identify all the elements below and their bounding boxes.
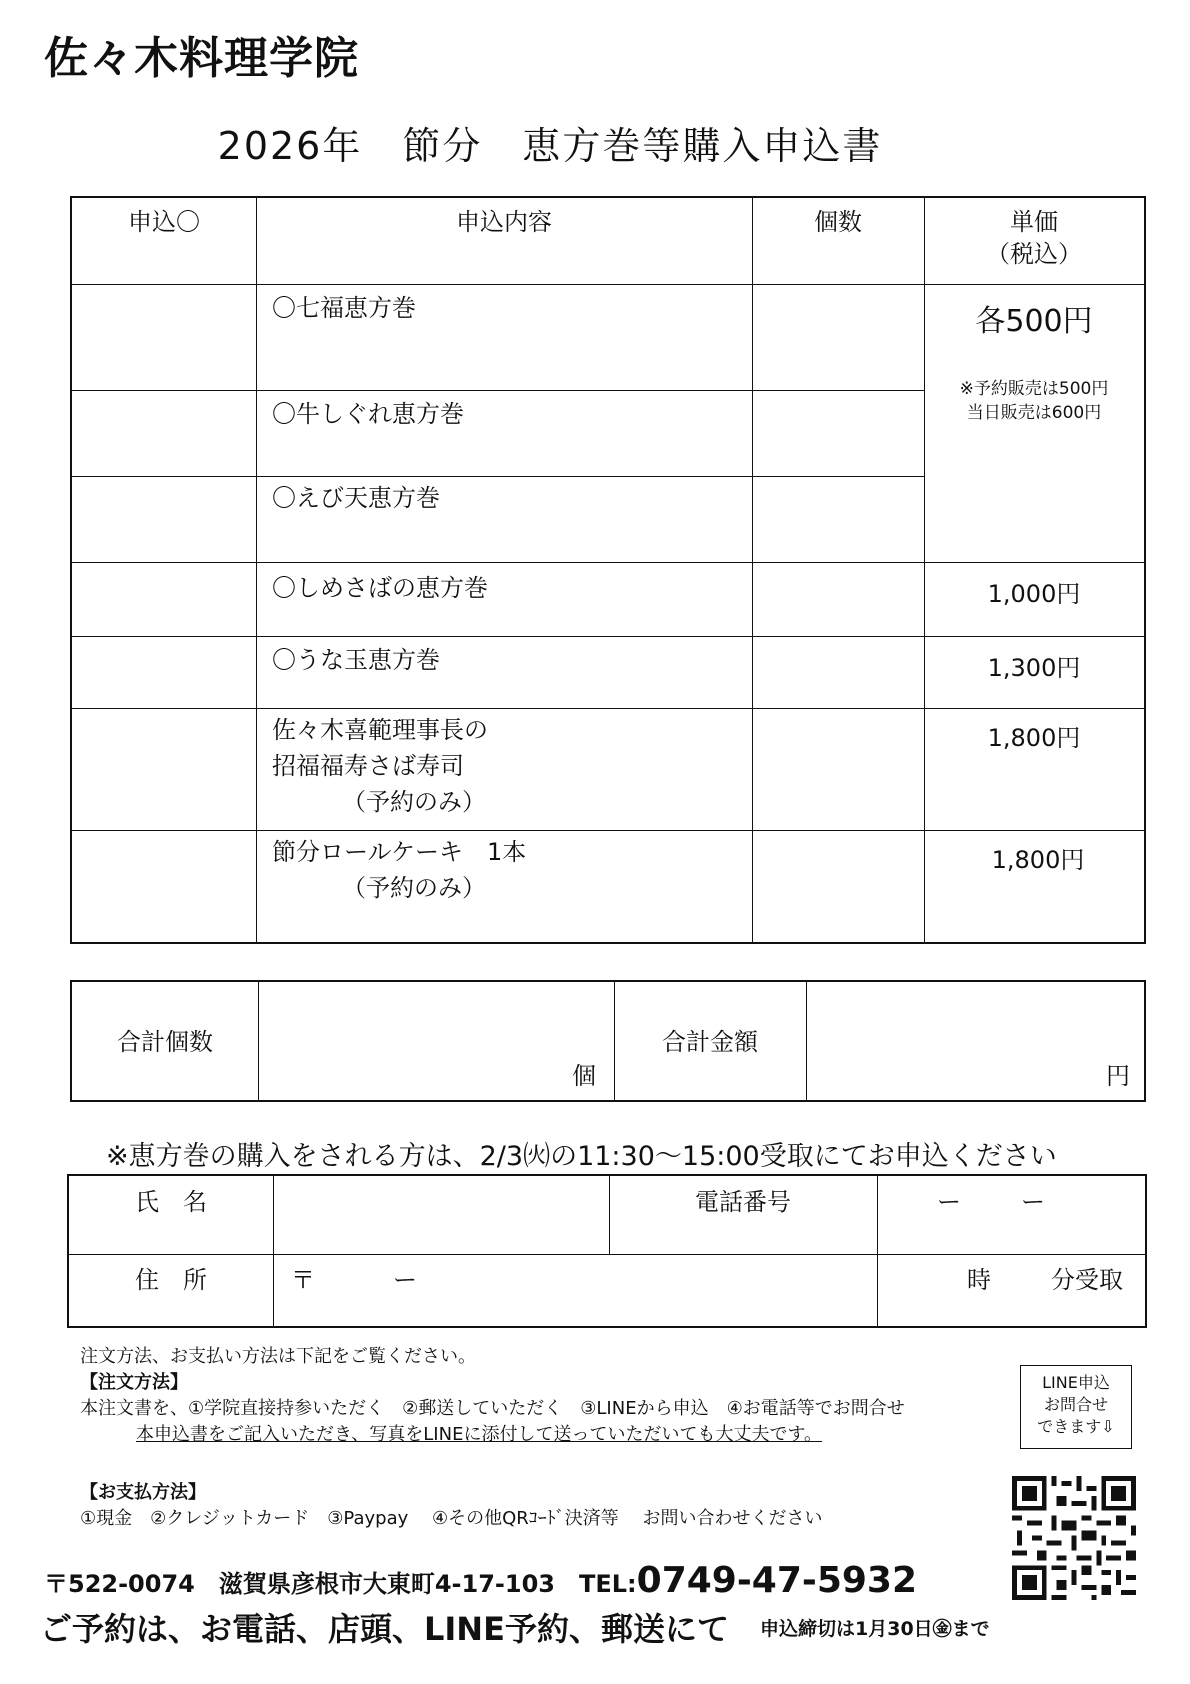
item-name-5: 〇うな玉恵方巻 xyxy=(272,646,440,674)
col-header-qty: 個数 xyxy=(814,208,862,236)
shared-price-note-2: 当日販売は600円 xyxy=(966,403,1102,423)
name-label: 氏 名 xyxy=(135,1188,207,1216)
footer-reservation: ご予約は、お電話、店頭、LINE予約、郵送にて xyxy=(40,1610,729,1648)
totals-table xyxy=(70,980,1146,1102)
footer-tel[interactable]: 0749-47-5932 xyxy=(636,1560,918,1601)
line-contact-box xyxy=(1020,1365,1132,1449)
line-box-text-2: お問合せ xyxy=(1043,1395,1108,1414)
qty-cell-item-2[interactable] xyxy=(754,392,924,476)
payment-methods: ①現金 ②クレジットカード ③Paypay ④その他QRｺｰﾄﾞ決済等 お問い合わせください xyxy=(80,1508,823,1529)
line-box-text-3: できます⇩ xyxy=(1037,1417,1115,1436)
phone-field[interactable]: ー ー xyxy=(937,1188,1063,1216)
address-field[interactable]: 〒 ー xyxy=(291,1266,427,1294)
order-note: 本申込書をご記入いただき、写真をLINEに添付して送っていただいても大丈夫です。 xyxy=(136,1424,823,1445)
col-header-apply: 申込〇 xyxy=(128,208,200,236)
qty-cell-item-6[interactable] xyxy=(754,710,924,830)
item-name-1: 〇七福恵方巻 xyxy=(272,294,416,322)
qty-cell-item-1[interactable] xyxy=(754,286,924,390)
total-qty-unit: 個 xyxy=(572,1062,596,1090)
total-amount-unit: 円 xyxy=(1106,1062,1130,1090)
name-field[interactable] xyxy=(275,1176,609,1254)
qty-cell-item-5[interactable] xyxy=(754,638,924,708)
apply-cell-item-1[interactable] xyxy=(72,286,256,390)
item-name-3: 〇えび天恵方巻 xyxy=(272,484,440,512)
total-qty-field[interactable] xyxy=(260,982,614,1100)
item-name-7-line2: （予約のみ） xyxy=(342,874,486,902)
total-qty-label: 合計個数 xyxy=(117,1028,213,1056)
apply-cell-item-4[interactable] xyxy=(72,564,256,636)
item-name-2: 〇牛しぐれ恵方巻 xyxy=(272,400,464,428)
qty-cell-item-7[interactable] xyxy=(754,832,924,942)
price-item-7: 1,800円 xyxy=(991,846,1085,874)
item-name-6-line2: 招福福寿さば寿司 xyxy=(272,752,464,780)
phone-label: 電話番号 xyxy=(695,1188,791,1216)
price-item-5: 1,300円 xyxy=(987,654,1081,682)
apply-cell-item-5[interactable] xyxy=(72,638,256,708)
pickup-minute-field[interactable]: 分受取 xyxy=(1051,1266,1123,1294)
school-name: 佐々木料理学院 xyxy=(44,33,359,84)
apply-cell-item-3[interactable] xyxy=(72,478,256,562)
col-header-price: 単価 xyxy=(1010,208,1058,236)
footer-address-line xyxy=(44,1560,917,1601)
payment-method-heading: 【お支払方法】 xyxy=(80,1482,206,1503)
total-amount-field[interactable] xyxy=(808,982,1144,1100)
footer-deadline: 申込締切は1月30日㊎まで xyxy=(760,1618,990,1640)
qty-cell-item-3[interactable] xyxy=(754,478,924,562)
price-item-6: 1,800円 xyxy=(987,724,1081,752)
shared-price-note-1: ※予約販売は500円 xyxy=(959,379,1109,399)
order-table xyxy=(70,196,1146,944)
qr-code-icon[interactable] xyxy=(1012,1476,1136,1600)
order-method-heading: 【注文方法】 xyxy=(80,1372,188,1393)
item-name-6-line3: （予約のみ） xyxy=(342,788,486,816)
order-methods: 本注文書を、①学院直接持参いただく ②郵送していただく ③LINEから申込 ④お電話等でお問合せ xyxy=(80,1398,905,1419)
shared-price: 各500円 xyxy=(975,304,1093,339)
pickup-hour-field[interactable]: 時 xyxy=(967,1266,991,1294)
customer-info-table xyxy=(67,1174,1147,1328)
apply-cell-item-6[interactable] xyxy=(72,710,256,830)
pickup-notice: ※恵方巻の購入をされる方は、2/3㈫の11:30～15:00受取にてお申込ください xyxy=(106,1141,1057,1172)
apply-cell-item-7[interactable] xyxy=(72,832,256,942)
total-amount-label: 合計金額 xyxy=(662,1028,758,1056)
item-name-6-line1: 佐々木喜範理事長の xyxy=(272,716,488,744)
col-header-price-tax: （税込） xyxy=(986,240,1082,268)
item-name-7-line1: 節分ロールケーキ 1本 xyxy=(272,838,527,866)
form-title: 2026年 節分 恵方巻等購入申込書 xyxy=(217,124,883,168)
apply-cell-item-2[interactable] xyxy=(72,392,256,476)
qty-cell-item-4[interactable] xyxy=(754,564,924,636)
footer-address: 〒522-0074 滋賀県彦根市大東町4-17-103 TEL: xyxy=(44,1570,637,1598)
col-header-content: 申込内容 xyxy=(456,208,552,236)
price-item-4: 1,000円 xyxy=(987,580,1081,608)
address-label: 住 所 xyxy=(135,1266,207,1294)
line-box-text-1: LINE申込 xyxy=(1042,1373,1110,1392)
item-name-4: 〇しめさばの恵方巻 xyxy=(272,574,488,602)
instructions-intro: 注文方法、お支払い方法は下記をご覧ください。 xyxy=(80,1346,476,1367)
